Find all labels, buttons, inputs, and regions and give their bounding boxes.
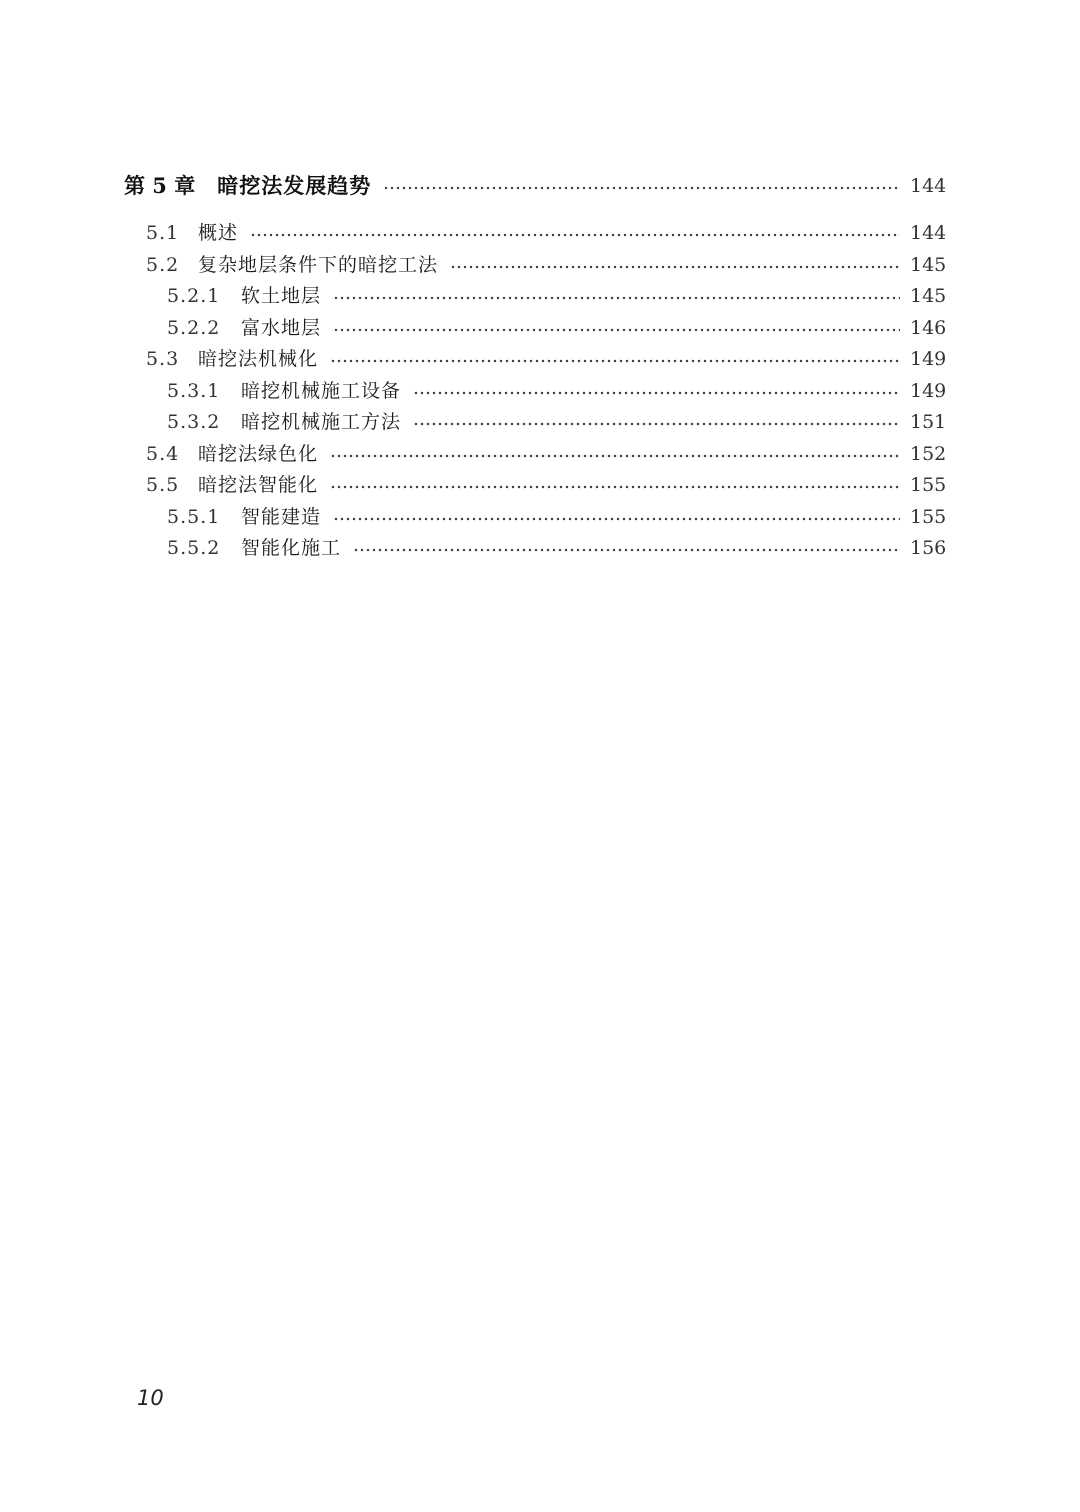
subsection-title: 智能化施工 — [241, 537, 342, 559]
dot-leader — [353, 548, 900, 552]
dot-leader — [330, 454, 900, 458]
toc-subentry[interactable] — [167, 408, 947, 436]
subsection-page-number: 155 — [910, 506, 947, 528]
section-number: 5.2 — [146, 254, 180, 276]
section-title: 暗挖法机械化 — [198, 348, 319, 370]
toc-subentry[interactable] — [167, 314, 947, 342]
section-title: 概述 — [198, 222, 239, 244]
subsection-page-number: 145 — [910, 285, 947, 307]
chapter-page-number: 144 — [910, 175, 947, 197]
section-title: 暗挖法绿色化 — [198, 443, 319, 465]
dot-leader — [413, 391, 900, 395]
section-title: 暗挖法智能化 — [198, 474, 319, 496]
subsection-number: 5.3.2 — [167, 411, 221, 433]
subsection-title: 智能建造 — [241, 506, 322, 528]
subsection-title: 软土地层 — [241, 285, 322, 307]
section-number: 5.5 — [146, 474, 180, 496]
subsection-number: 5.5.2 — [167, 537, 221, 559]
section-page-number: 155 — [910, 474, 947, 496]
subsection-page-number: 146 — [910, 317, 947, 339]
subsection-number: 5.5.1 — [167, 506, 221, 528]
toc-entry[interactable] — [146, 345, 947, 373]
section-page-number: 145 — [910, 254, 947, 276]
dot-leader — [333, 328, 900, 332]
subsection-number: 5.2.2 — [167, 317, 221, 339]
dot-leader — [250, 233, 900, 237]
subsection-page-number: 149 — [910, 380, 947, 402]
toc-subentry[interactable] — [167, 534, 947, 562]
chapter-number: 第 5 章 — [124, 173, 196, 198]
section-number: 5.4 — [146, 443, 180, 465]
chapter-title: 暗挖法发展趋势 — [217, 173, 372, 198]
toc-entry[interactable] — [146, 219, 947, 247]
toc-subentry[interactable] — [167, 282, 947, 310]
section-page-number: 144 — [910, 222, 947, 244]
dot-leader — [330, 359, 900, 363]
dot-leader — [330, 485, 900, 489]
subsection-number: 5.3.1 — [167, 380, 221, 402]
page-number: 10 — [137, 1386, 164, 1410]
toc-subentry[interactable] — [167, 503, 947, 531]
subsection-title: 暗挖机械施工方法 — [241, 411, 402, 433]
dot-leader — [333, 517, 900, 521]
toc-chapter-entry[interactable] — [124, 172, 947, 200]
subsection-title: 富水地层 — [241, 317, 322, 339]
section-number: 5.1 — [146, 222, 180, 244]
section-number: 5.3 — [146, 348, 180, 370]
dot-leader — [413, 422, 900, 426]
subsection-page-number: 156 — [910, 537, 947, 559]
section-title: 复杂地层条件下的暗挖工法 — [198, 254, 439, 276]
dot-leader — [383, 186, 900, 190]
dot-leader — [450, 265, 900, 269]
toc-entry[interactable] — [146, 251, 947, 279]
subsection-page-number: 151 — [910, 411, 947, 433]
subsection-number: 5.2.1 — [167, 285, 221, 307]
subsection-title: 暗挖机械施工设备 — [241, 380, 402, 402]
dot-leader — [333, 296, 900, 300]
toc-entry[interactable] — [146, 471, 947, 499]
toc-entry[interactable] — [146, 440, 947, 468]
section-page-number: 152 — [910, 443, 947, 465]
section-page-number: 149 — [910, 348, 947, 370]
toc-subentry[interactable] — [167, 377, 947, 405]
